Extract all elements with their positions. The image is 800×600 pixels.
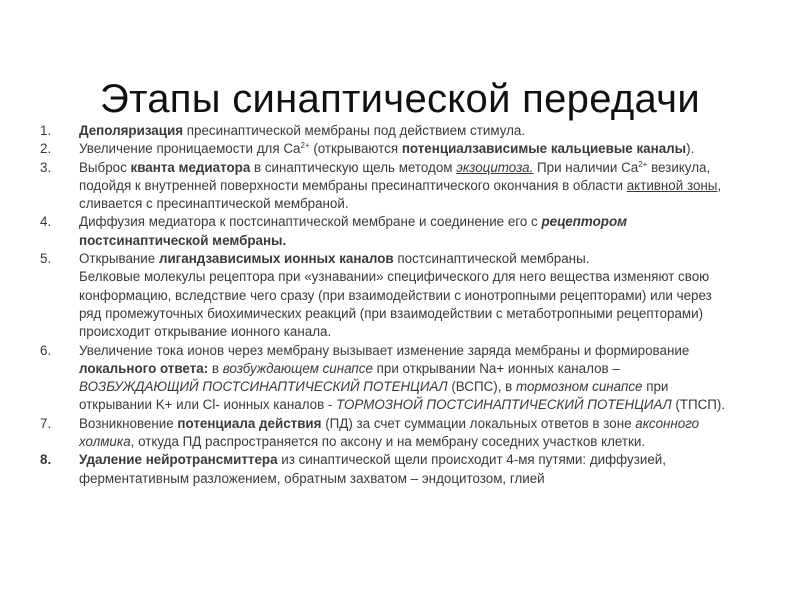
stage-number: 2. [40, 141, 52, 157]
stage-item [40, 213, 730, 250]
stage-number: 8. [40, 452, 52, 468]
stage-number: 1. [40, 123, 52, 138]
stage-text-segment: Удаление нейротрансмиттера [79, 452, 278, 468]
stage-text-segment: постсинаптической мембраны. [393, 251, 590, 267]
stage-text-segment: Белковые молекулы рецептора при «узнавании» специфического для него вещества изменяют свою конформацию, вследствие чего сразу (при взаимодействии с ионотропными рецепторами) или через ряд промежуточных биохимических реакций (при взаимодействии с метаботропными рецепторами) происходит открывание ионного канала. [79, 269, 712, 340]
stage-text-segment: ВОЗБУЖДАЮЩИЙ ПОСТСИНАПТИЧЕСКИЙ ПОТЕНЦИАЛ [79, 379, 448, 395]
stage-text-segment: лигандзависимых ионных каналов [158, 251, 394, 267]
stage-text-segment: Выброс [79, 159, 131, 175]
stage-text-segment: при открывании K+ или Cl- ионных каналов - [79, 379, 669, 413]
stage-text-segment: при открывании Na+ ионных каналов – [372, 360, 620, 376]
stage-text-segment: активной зоны [626, 177, 718, 193]
stage-number: 4. [40, 214, 52, 230]
stage-text-segment: тормозном синапсе [515, 379, 643, 395]
stage-number: 5. [40, 251, 52, 267]
stage-text-segment: потенциала действия [177, 415, 322, 431]
stage-item [40, 250, 730, 341]
stage-item [40, 122, 730, 140]
stage-text-segment: возбуждающем синапсе [222, 360, 373, 376]
stage-number: 6. [40, 342, 52, 358]
stage-item [40, 140, 730, 158]
stage-text-segment: Диффузия медиатора к постсинаптической мембране и соединение его с [79, 214, 542, 230]
stage-text-segment: 2+ [638, 159, 648, 169]
stage-text-segment: Увеличение тока ионов через мембрану вызывает изменение заряда мембраны и формирование [79, 342, 690, 358]
stage-number: 3. [40, 159, 52, 175]
stage-text-segment: экзоцитоза. [456, 159, 534, 175]
stage-text-segment: рецептором [541, 214, 628, 230]
stage-text-segment: кванта медиатора [130, 159, 251, 175]
stage-text-segment: (ПД) за счет суммации локальных ответов в зоне [321, 415, 636, 431]
stage-text-segment: ТОРМОЗНОЙ ПОСТСИНАПТИЧЕСКИЙ ПОТЕНЦИАЛ [336, 397, 672, 413]
stage-text-segment: Деполяризация [79, 123, 184, 138]
stage-text-segment: (ТПСП). [671, 397, 726, 413]
stage-text-segment: ). [686, 141, 695, 157]
stage-text-segment: потенциалзависимые кальциевые каналы [401, 141, 687, 157]
stage-text-segment: При наличии Ca [533, 159, 639, 175]
stage-text-segment: постсинаптической мембраны. [79, 232, 287, 248]
stage-item [40, 451, 730, 488]
stage-text-segment: локального ответа: [79, 360, 209, 376]
stage-text-segment: из синаптической щели происходит 4-мя путями: диффузией, ферментативным разложением, обратным захватом – эндоцитозом, глией [79, 452, 666, 486]
stage-text-segment: , сливается с пресинаптической мембраной. [79, 177, 722, 212]
stage-text-segment: Открывание [79, 251, 159, 267]
stages-list [40, 122, 730, 488]
stage-text-segment: Возникновение [79, 415, 178, 431]
stage-text-segment: , откуда ПД распространяется по аксону и на мембрану соседних участков клетки. [130, 434, 646, 450]
stage-item [40, 342, 730, 415]
stage-item [40, 159, 730, 214]
stage-number: 7. [40, 415, 52, 431]
stage-text-segment: аксонного холмика [79, 415, 700, 450]
stage-item [40, 415, 730, 452]
stage-text-segment: пресинаптической мембраны под действием стимула. [183, 123, 526, 138]
stage-text-segment: Увеличение проницаемости для Ca [79, 141, 301, 157]
stage-text-segment: в синаптическую щель методом [250, 159, 457, 175]
stage-text-segment: в [208, 360, 223, 376]
stage-text-segment: везикула, подойдя к внутренней поверхности мембраны пресинаптического окончания в области [79, 159, 711, 193]
stage-text-segment: (открываются [309, 141, 402, 157]
stage-text-segment: (ВСПС), в [447, 379, 516, 395]
stage-text-segment: 2+ [300, 141, 310, 151]
slide-title: Этапы синаптической передачи [100, 76, 700, 121]
